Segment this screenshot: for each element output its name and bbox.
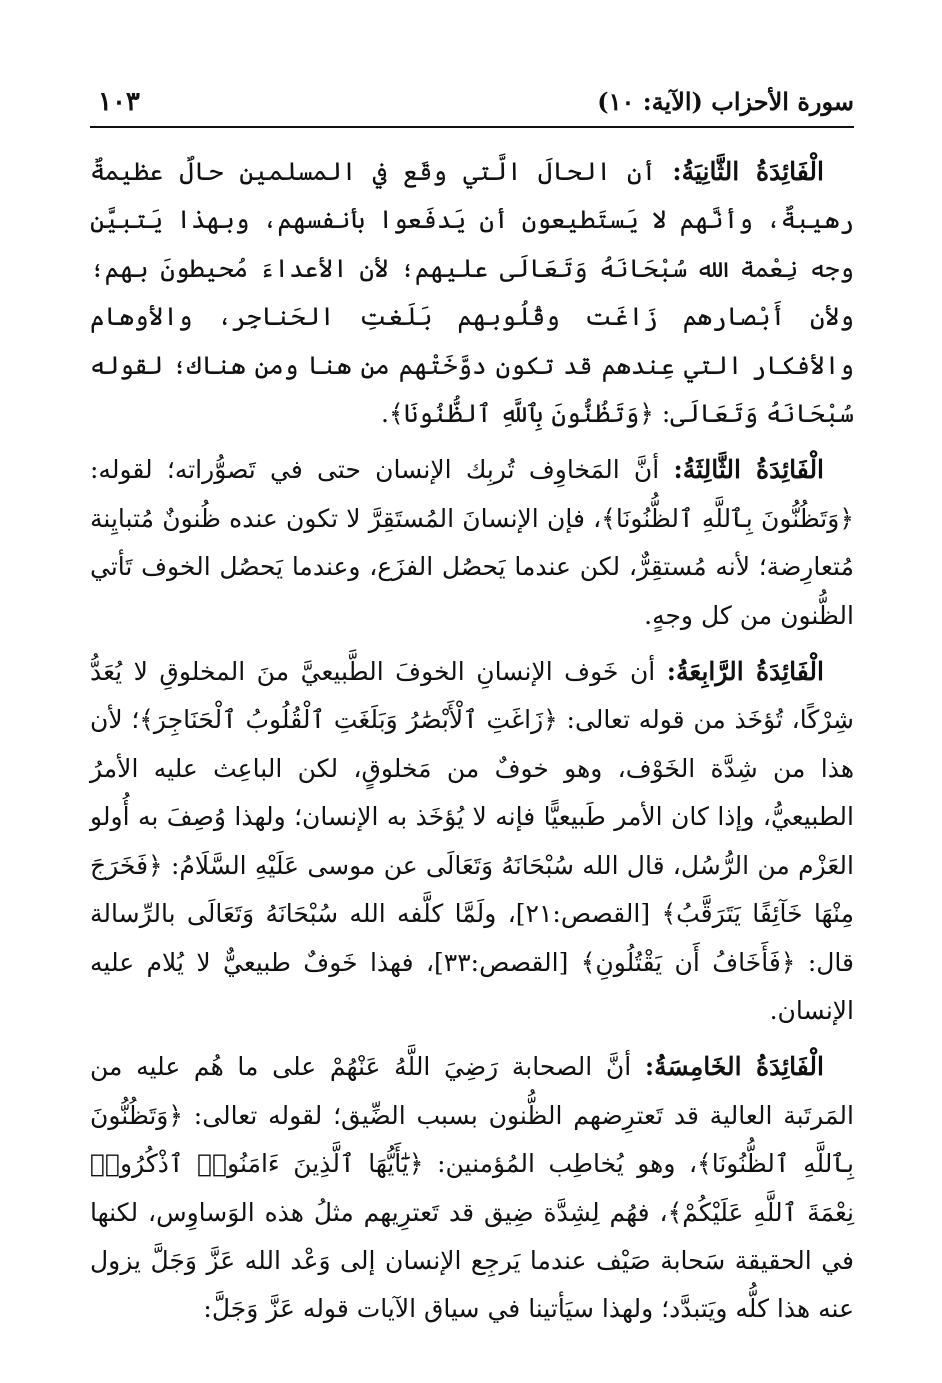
page-number: ١٠٣: [98, 87, 140, 117]
paragraph-benefit-2: [90, 148, 854, 438]
paragraph-text: أنَّ المَخاوِف تُربِك الإنسان حتى في تَصوُّراته؛ لقوله: ﴿وَتَظُنُّونَ بِٱللَّهِ ٱلظُّنُونَا﴾، فإن الإنسانَ المُستَقِرَّ لا تكون عنده ظُنونٌ مُتبايِنة مُتعارِضة؛ لأنه مُستقِرٌّ، لكن عندما يَحصُل الفزَع، وعندما يَحصُل الخوف تَأتي الظُّنون من كل وجهٍ.: [90, 455, 854, 630]
paragraph-text: أن الحالَ الَّتي وقَع في المسلمين حالٌ عظيمةٌ رهيبةٌ، وأنَّهم لا يَستَطيعون أن يَدفَعوا بأنفسهم، وبهذا يَتبيَّن وجه نِعْمة الله سُبْحَانَهُ وَتَعَالَى عليهم؛ لأن الأعداءَ مُحيطونَ بهم؛ ولأن أَبْصارهم زَاغَت وقُلُوبهم بَلَغتِ الحَناجِر، والأوهام والأفكار التي عِندهم قد تكون دوَّخَتْهم من هنا ومن هناك؛ لقوله سُبْحَانَهُ وَتَعَالَى: ﴿وَتَظُنُّونَ بِٱللَّهِ ٱلظُّنُونَا﴾.: [90, 157, 854, 429]
paragraph-heading: الْفَائِدَةُ الخَامِسَةُ:: [644, 1052, 824, 1082]
paragraph-benefit-5: [90, 1043, 854, 1333]
body-text: [90, 148, 854, 1342]
paragraph-heading: الْفَائِدَةُ الرَّابِعَةُ:: [666, 657, 824, 687]
paragraph-text: أن خَوف الإنسانِ الخوفَ الطَّبيعيَّ منَ المخلوقِ لا يُعَدُّ شِرْكًا، تُؤخَذ من قوله تعالى: ﴿زَاغَتِ ٱلْأَبْصَٰرُ وَبَلَغَتِ ٱلْقُلُوبُ ٱلْحَنَاجِرَ﴾؛ لأن هذا من شِدَّة الخَوْف، وهو خوفٌ من مَخلوقٍ، لكن الباعِث عليه الأمرُ الطبيعيُّ، وإذا كان الأمر طَبيعيًّا فإنه لا يُؤخَذ به الإنسان؛ ولهذا وُصِفَ به أُولو العَزْم من الرُّسُل، قال الله سُبْحَانَهُ وَتَعَالَى عن موسى عَلَيْهِ السَّلَامُ: ﴿فَخَرَجَ مِنْهَا خَآئِفًا يَتَرَقَّبُ﴾ [القصص:٢١]، ولَمَّا كلَّفه الله سُبْحَانَهُ وَتَعَالَى بالرِّسالة قال: ﴿فَأَخَافُ أَن يَقْتُلُونِ﴾ [القصص:٣٣]، فهذا خَوفٌ طبيعيٌّ لا يُلام عليه الإنسان.: [90, 657, 855, 1025]
header-divider: [90, 126, 854, 128]
paragraph-heading: الْفَائِدَةُ الثَّانِيَةُ:: [672, 157, 824, 186]
running-header: [90, 82, 854, 122]
surah-title: سورة الأحزاب (الآية: ١٠): [597, 87, 854, 116]
paragraph-heading: الْفَائِدَةُ الثَّالِثَةُ:: [673, 455, 825, 485]
paragraph-text: أنَّ الصحابة رَضِيَ اللَّهُ عَنْهُمْ على ما هُم عليه من المَرتَبة العالية قد تَعترِضهم الظُّنون بسبب الضِّيق؛ لقوله تعالى: ﴿وَتَظُنُّونَ بِٱللَّهِ ٱلظُّنُونَا﴾، وهو يُخاطِب المُؤمنين: ﴿يَٰٓأَيُّهَا ٱلَّذِينَ ءَامَنُوا۟ ٱذْكُرُوا۟ نِعْمَةَ ٱللَّهِ عَلَيْكُمْ﴾، فهُم لِشِدَّة ضِيق قد تَعترِيهم مثلُ هذه الوَساوِس، لكنها في الحقيقة سَحابة صَيْف عندما يَرجِع الإنسان إلى وَعْد الله عَزَّ وَجَلَّ يزول عنه هذا كلُّه ويَتبدَّد؛ ولهذا سيَأتينا في سياق الآيات قوله عَزَّ وَجَلَّ:: [90, 1052, 854, 1324]
paragraph-benefit-3: [90, 446, 854, 640]
paragraph-benefit-4: [90, 648, 854, 1035]
